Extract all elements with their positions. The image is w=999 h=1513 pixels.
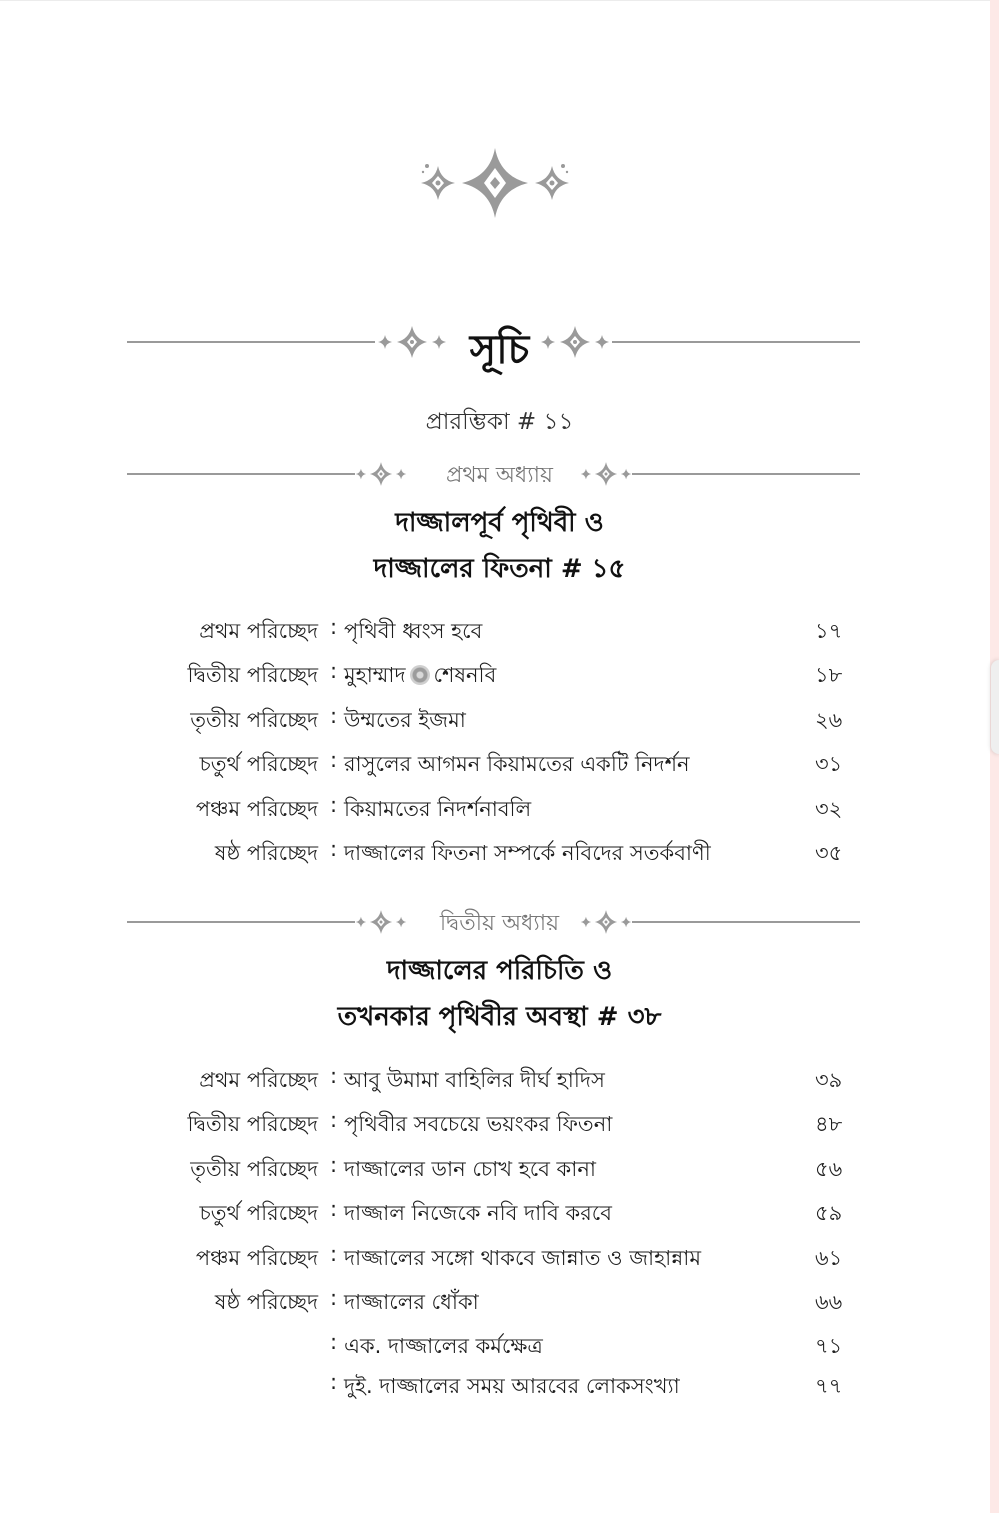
separator: : [330, 1285, 338, 1310]
entry-title: দাজ্জালের ডান চোখ হবে কানা [344, 1156, 596, 1181]
entry-title-part2: শেষনবি [433, 663, 497, 688]
toc-entry[interactable] [0, 785, 999, 829]
chapter-title-line2[interactable]: তখনকার পৃথিবীর অবস্থা # ৩৮ [337, 1002, 662, 1032]
entry-title: আবু উমামা বাহিলির দীর্ঘ হাদিস [344, 1068, 605, 1092]
toc-subentry[interactable] [0, 1322, 999, 1362]
toc-entry[interactable] [0, 607, 999, 651]
entry-title: এক. দাজ্জালের কর্মক্ষেত্র [344, 1334, 543, 1359]
page-title: সূচি [469, 327, 530, 373]
page-number: ৭১ [815, 1334, 843, 1359]
separator: : [330, 748, 338, 773]
toc-entry[interactable] [0, 651, 999, 695]
entry-title: উম্মতের ইজমা [344, 707, 466, 732]
section-label: চতুর্থ পরিচ্ছেদ [199, 752, 318, 777]
section-label: তৃতীয় পরিচ্ছেদ [190, 707, 318, 732]
page-number: ৬৬ [815, 1289, 843, 1314]
section-label: প্রথম পরিচ্ছেদ [199, 1068, 318, 1092]
section-label: ষষ্ঠ পরিচ্ছেদ [214, 840, 318, 865]
toc-entry[interactable] [0, 740, 999, 784]
toc-entry[interactable] [0, 829, 999, 873]
chapter-label: দ্বিতীয় অধ্যায় [439, 911, 560, 936]
page-number: ৫৬ [815, 1156, 843, 1181]
toc-subentry[interactable] [0, 1362, 999, 1402]
entry-title: দাজ্জাল নিজেকে নবি দাবি করবে [344, 1201, 612, 1226]
page-number: ৭৭ [815, 1374, 843, 1399]
toc-entry[interactable] [0, 1100, 999, 1144]
section-label: তৃতীয় পরিচ্ছেদ [190, 1156, 318, 1181]
entry-title: কিয়ামতের নিদর্শনাবলি [344, 796, 532, 821]
page-number: ১৭ [815, 619, 843, 643]
separator: : [330, 1370, 338, 1395]
separator: : [330, 1197, 338, 1222]
entry-title-part1: মুহাম্মাদ [344, 663, 406, 688]
page-number: ২৬ [815, 707, 843, 732]
separator: : [330, 1108, 338, 1133]
separator: : [330, 703, 338, 728]
entry-title: দাজ্জালের সঙ্গো থাকবে জান্নাত ও জাহান্নাম [344, 1245, 702, 1270]
toc-entry-intro[interactable]: প্রারম্ভিকা # ১১ [425, 409, 574, 435]
section-label: পঞ্চম পরিচ্ছেদ [195, 1245, 318, 1270]
toc-entry[interactable] [0, 1234, 999, 1278]
section-label: চতুর্থ পরিচ্ছেদ [199, 1201, 318, 1226]
page-number: ৩৯ [815, 1068, 843, 1092]
chapter-label: প্রথম অধ্যায় [446, 463, 553, 488]
section-label: দ্বিতীয় পরিচ্ছেদ [187, 663, 318, 688]
toc-entry[interactable] [0, 696, 999, 740]
chapter-title-line1[interactable]: দাজ্জালপূর্ব পৃথিবী ও [395, 508, 604, 538]
top-border [0, 0, 990, 1]
toc-entry[interactable] [0, 1056, 999, 1100]
separator: : [330, 836, 338, 861]
entry-title: পৃথিবীর সবচেয়ে ভয়ংকর ফিতনা [344, 1112, 613, 1137]
separator: : [330, 1330, 338, 1355]
separator: : [330, 1064, 338, 1088]
salawat-icon [410, 665, 430, 685]
page-number: ৪৮ [815, 1112, 843, 1137]
toc-entry[interactable] [0, 1145, 999, 1189]
page-number: ৩১ [815, 752, 843, 777]
entry-title [344, 659, 496, 694]
toc-list-chapter-1 [0, 607, 999, 873]
section-label: ষষ্ঠ পরিচ্ছেদ [214, 1289, 318, 1314]
separator: : [330, 659, 338, 684]
toc-entry[interactable] [0, 1189, 999, 1233]
separator: : [330, 792, 338, 817]
page-number: ৩৫ [815, 840, 843, 865]
star-ornament-icon [418, 148, 572, 218]
chapter-title-line1[interactable]: দাজ্জালের পরিচিতি ও [386, 956, 613, 986]
entry-title: রাসুলের আগমন কিয়ামতের একটি নিদর্শন [344, 752, 690, 777]
section-label: পঞ্চম পরিচ্ছেদ [195, 796, 318, 821]
entry-title: দাজ্জালের ফিতনা সম্পর্কে নবিদের সতর্কবাণী [344, 840, 711, 865]
entry-title: দাজ্জালের ধোঁকা [344, 1289, 479, 1314]
separator: : [330, 1152, 338, 1177]
page-number: ৫৯ [815, 1201, 843, 1226]
page-number: ৩২ [815, 796, 843, 821]
chapter-title-line2[interactable]: দাজ্জালের ফিতনা # ১৫ [373, 554, 626, 584]
entry-title: পৃথিবী ধ্বংস হবে [344, 619, 483, 643]
page-number: ১৮ [815, 663, 843, 688]
toc-list-chapter-2 [0, 1056, 999, 1402]
separator: : [330, 1241, 338, 1266]
separator: : [330, 615, 338, 639]
toc-entry[interactable] [0, 1278, 999, 1322]
section-label: প্রথম পরিচ্ছেদ [199, 619, 318, 643]
entry-title: দুই. দাজ্জালের সময় আরবের লোকসংখ্যা [344, 1374, 680, 1399]
page-number: ৬১ [815, 1245, 843, 1270]
section-label: দ্বিতীয় পরিচ্ছেদ [187, 1112, 318, 1137]
